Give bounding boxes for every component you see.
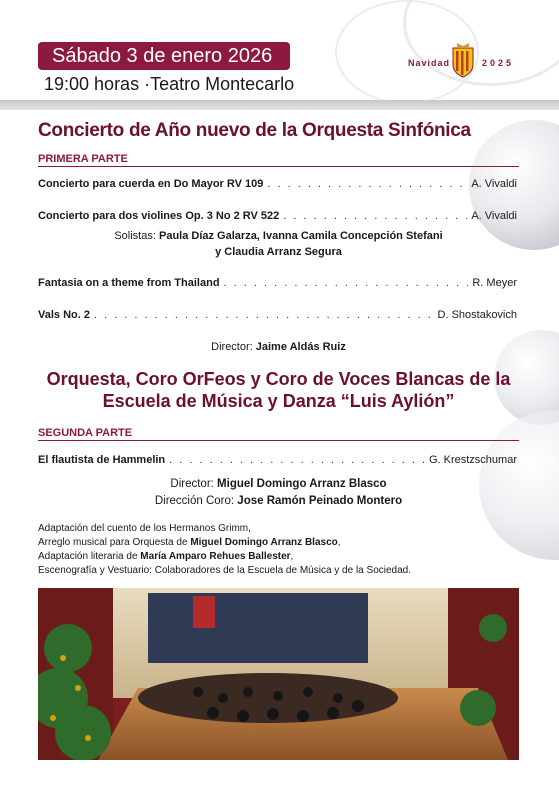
soloists-names-2: y Claudia Arranz Segura bbox=[215, 246, 342, 258]
credit-line-4: Escenografía y Vestuario: Colaboradores de la Escuela de Música y de la Sociedad. bbox=[38, 565, 411, 576]
program-row bbox=[38, 178, 517, 190]
work-title: Vals No. 2 bbox=[38, 309, 90, 321]
work-author: R. Meyer bbox=[472, 277, 517, 289]
time-venue: 19:00 horas ·Teatro Montecarlo bbox=[44, 74, 295, 94]
credit-text: Arreglo musical para Orquesta de bbox=[38, 537, 188, 548]
credit-suffix: , bbox=[337, 537, 341, 548]
choir-director-label: Dirección Coro: bbox=[154, 495, 235, 507]
part2-label: SEGUNDA PARTE bbox=[38, 427, 133, 439]
program-row bbox=[38, 309, 517, 321]
program-row bbox=[38, 454, 517, 466]
logo-left-text: Navidad bbox=[408, 58, 451, 68]
part2-divider bbox=[38, 440, 519, 441]
soloists-line-2 bbox=[38, 246, 519, 258]
credit-name: María Amparo Rehues Ballester bbox=[140, 551, 291, 562]
navidad-logo bbox=[408, 40, 523, 80]
work-title: Concierto para dos violines Op. 3 No 2 RV 522 bbox=[38, 210, 280, 222]
leader-dots bbox=[283, 210, 467, 222]
work-author: G. Krestzschumar bbox=[428, 454, 517, 466]
leader-dots bbox=[169, 454, 425, 466]
orchestra-photo bbox=[38, 588, 519, 760]
work-title: El flautista de Hammelin bbox=[38, 454, 166, 466]
choir-director-name: Jose Ramón Peinado Montero bbox=[237, 495, 403, 507]
concert-title: Concierto de Año nuevo de la Orquesta Sinfónica bbox=[38, 120, 471, 141]
program-row bbox=[38, 277, 517, 289]
soloists-label: Solistas: bbox=[114, 230, 156, 242]
orchestra-stage-illustration bbox=[38, 588, 519, 760]
header-divider-bar bbox=[0, 100, 559, 110]
leader-dots bbox=[224, 277, 469, 289]
leader-dots bbox=[267, 178, 467, 190]
director-label: Director: bbox=[211, 341, 253, 353]
part1-director bbox=[38, 341, 519, 353]
ensemble-title-line-2: Escuela de Música y Danza “Luis Aylión” bbox=[102, 391, 455, 411]
work-title: Concierto para cuerda en Do Mayor RV 109 bbox=[38, 178, 264, 190]
choir-director bbox=[38, 495, 519, 507]
leader-dots bbox=[94, 309, 434, 321]
credit-line-2 bbox=[38, 537, 341, 548]
logo-right-text: 2025 bbox=[482, 58, 515, 68]
credit-name: Miguel Domingo Arranz Blasco bbox=[190, 537, 338, 548]
crest-icon bbox=[450, 42, 476, 78]
part2-director bbox=[38, 478, 519, 490]
credit-text: Adaptación literaria de bbox=[38, 551, 138, 562]
ensemble-title bbox=[38, 368, 519, 412]
work-author: A. Vivaldi bbox=[471, 178, 517, 190]
director-name: Miguel Domingo Arranz Blasco bbox=[217, 478, 387, 490]
soloists-names-1: Paula Díaz Galarza, Ivanna Camila Concepción Stefani bbox=[158, 230, 443, 242]
director-label: Director: bbox=[170, 478, 214, 490]
credit-suffix: , bbox=[290, 551, 294, 562]
work-author: A. Vivaldi bbox=[471, 210, 517, 222]
ensemble-title-line-1: Orquesta, Coro OrFeos y Coro de Voces Blancas de la bbox=[46, 369, 511, 389]
soloists bbox=[38, 230, 519, 242]
program-row bbox=[38, 210, 517, 222]
director-name: Jaime Aldás Ruiz bbox=[255, 341, 346, 353]
work-title: Fantasia on a theme from Thailand bbox=[38, 277, 220, 289]
part1-divider bbox=[38, 166, 519, 167]
credit-line-1: Adaptación del cuento de los Hermanos Grimm, bbox=[38, 523, 251, 534]
work-author: D. Shostakovich bbox=[437, 309, 517, 321]
credit-line-3 bbox=[38, 551, 293, 562]
part1-label: PRIMERA PARTE bbox=[38, 153, 128, 165]
date-banner: Sábado 3 de enero 2026 bbox=[38, 42, 290, 70]
